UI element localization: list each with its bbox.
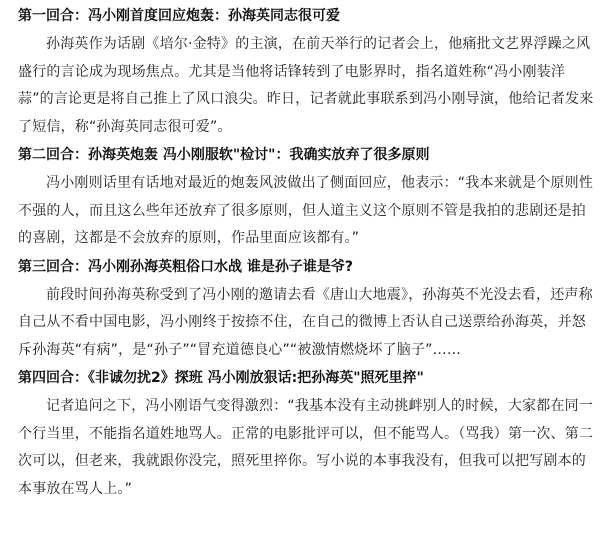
round-4-section [18, 368, 595, 503]
round-1-paragraph: 孙海英作为话剧《培尔·金特》的主演，在前天举行的记者会上，他痛批文艺界浮躁之风盛行的言论成为现场焦点。尤其是当他将话锋转到了电影界时，指名道姓称“冯小刚装洋蒜”的言论更是将自己推上了风口浪尖。昨日，记者就此事联系到冯小刚导演，他给记者发来了短信，称“孙海英同志很可爱”。 [18, 36, 594, 135]
round-3-paragraph: 前段时间孙海英称受到了冯小刚的邀请去看《唐山大地震》，孙海英不光没去看，还声称自己从不看中国电影，冯小刚终于按捺不住，在自己的微博上否认自己送票给孙海英，并怒斥孙海英“有病”，是“孙子”“冒充道德良心”“被激情燃烧坏了脑子”…… [18, 286, 593, 358]
round-2-heading: 第二回合：孙海英炮轰 冯小刚服软"检讨"：我确实放弃了很多原则 [18, 147, 430, 163]
round-4-paragraph: 记者追问之下，冯小刚语气变得激烈：“我基本没有主动挑衅别人的时候，大家都在同一个行当里，不能指名道姓地骂人。正常的电影批评可以，但不能骂人。（骂我）第一次、第二次可以，但老来，我就跟你没完，照死里捽你。写小说的本事我没有，但我可以把写剧本的本事放在骂人上。” [18, 398, 594, 497]
round-1-heading: 第一回合：冯小刚首度回应炮轰：孙海英同志很可爱 [18, 8, 340, 24]
round-3-section [18, 257, 595, 365]
round-3-heading: 第三回合：冯小刚孙海英粗俗口水战 谁是孙子谁是爷? [18, 258, 353, 275]
round-2-paragraph: 冯小刚则话里有话地对最近的炮轰风波做出了侧面回应，他表示：“我本来就是个原则性不强的人，而且这么些年还放弃了很多原则，但人道主义这个原则不管是我拍的悲剧还是拍的喜剧，这都是不会放弃的原则，作品里面应该都有。” [18, 175, 594, 246]
round-1-section [18, 6, 595, 141]
round-4-heading: 第四回合：《非诚勿扰2》探班 冯小刚放狠话:把孙海英"照死里捽" [18, 370, 424, 386]
round-2-section [18, 145, 595, 253]
